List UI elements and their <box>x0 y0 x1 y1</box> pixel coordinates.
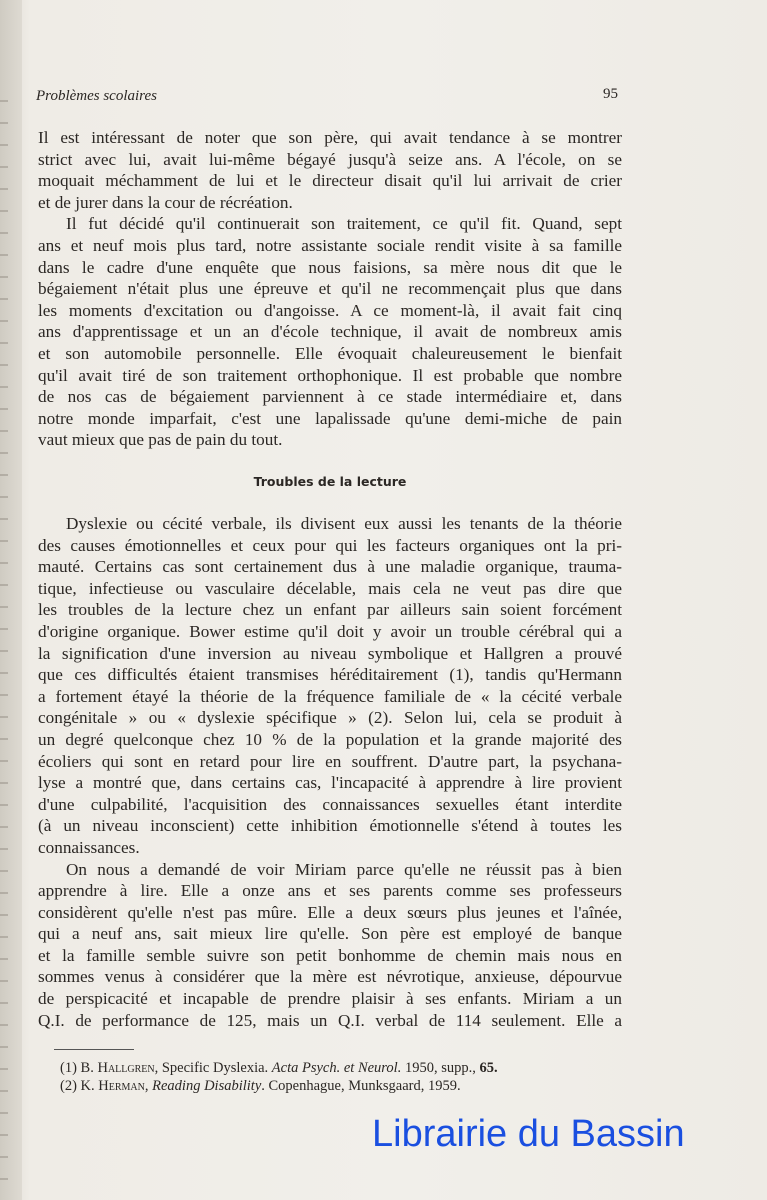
previous-page-text-fragment <box>0 980 8 982</box>
text-line: des causes émotionnelles et ceux pour qui les facteurs organiques ont la pri- <box>38 535 622 555</box>
footnote-bold: 65. <box>479 1060 498 1076</box>
previous-page-text-fragment <box>0 1068 8 1070</box>
text-line: moquait méchamment de lui et le directeur disait qu'il lui arrivait de crier <box>38 171 622 191</box>
text-line: les troubles de la lecture chez un enfant par ailleurs sain soient forcément <box>38 600 622 620</box>
footnote-rest: 1950, supp., <box>401 1060 480 1076</box>
body-text-lower <box>38 513 622 1031</box>
footnote-title: , Specific Dyslexia. <box>154 1060 272 1076</box>
previous-page-text-fragment <box>0 210 8 212</box>
footnote-journal: Acta Psych. et Neurol. <box>271 1060 402 1076</box>
footnote-journal: Reading Disability <box>152 1077 262 1094</box>
footnote-author: Herman <box>98 1077 145 1094</box>
previous-page-text-fragment <box>0 870 8 872</box>
footnote-rule <box>54 1049 134 1050</box>
previous-page-text-fragment <box>0 540 8 542</box>
previous-page-text-fragment <box>0 562 8 564</box>
previous-page-text-fragment <box>0 364 8 366</box>
previous-page-text-fragment <box>0 320 8 322</box>
previous-page-text-fragment <box>0 782 8 784</box>
text-line: la signification d'une inversion au niveau symbolique et Hallgren a prouvé <box>38 643 622 663</box>
text-line: Il fut décidé qu'il continuerait son traitement, ce qu'il fit. Quand, sept <box>66 214 622 234</box>
running-title: Problèmes scolaires <box>36 88 157 104</box>
text-line: considèrent qu'elle n'est pas mûre. Elle a deux sœurs plus jeunes et l'aînée, <box>38 902 622 922</box>
text-line: bégaiement n'était plus une épreuve et qu'il ne recommençait plus que dans <box>38 279 622 299</box>
previous-page-text-fragment <box>0 232 8 234</box>
previous-page-text-fragment <box>0 1134 8 1136</box>
text-line: Il est intéressant de noter que son père, qui avait tendance à se montrer <box>38 128 622 147</box>
footnote-rest: . Copenhague, Munksgaard, 1959. <box>261 1077 461 1094</box>
previous-page-text-fragment <box>0 1090 8 1092</box>
previous-page-text-fragment <box>0 1046 8 1048</box>
text-line: a fortement étayé la théorie de la fréquence familiale de « la cécité verbale <box>38 686 622 706</box>
text-line: qui a neuf ans, sait mieux lire qu'elle. Son père est employé de banque <box>38 924 622 944</box>
previous-page-text-fragment <box>0 1024 8 1026</box>
previous-page-text-fragment <box>0 760 8 762</box>
text-line: On nous a demandé de voir Miriam parce qu'elle ne réussit pas à bien <box>66 859 622 879</box>
footnote-num: (2) <box>60 1077 77 1094</box>
footnote-title: , <box>144 1077 153 1094</box>
previous-page-text-fragment <box>0 958 8 960</box>
previous-page-text-fragment <box>0 672 8 674</box>
previous-page-text-fragment <box>0 804 8 806</box>
previous-page-text-fragment <box>0 1178 8 1180</box>
footnote-author: Hallgren <box>97 1060 155 1076</box>
page-number: 95 <box>603 86 618 102</box>
previous-page-text-fragment <box>0 254 8 256</box>
previous-page-text-fragment <box>0 298 8 300</box>
text-line: Q.I. de performance de 125, mais un Q.I. verbal de 114 seulement. Elle a <box>38 1010 622 1030</box>
previous-page-text-fragment <box>0 144 8 146</box>
text-line: de perspicacité et incapable de prendre plaisir à ses enfants. Miriam a un <box>38 989 622 1009</box>
previous-page-text-fragment <box>0 1002 8 1004</box>
previous-page-text-fragment <box>0 826 8 828</box>
previous-page-text-fragment <box>0 606 8 608</box>
text-line: apprendre à lire. Elle a onze ans et ses parents comme ses professeurs <box>38 881 622 901</box>
paragraph <box>38 513 622 859</box>
footnote-initial: K. <box>80 1077 95 1094</box>
previous-page-text-fragment <box>0 166 8 168</box>
text-line: d'une culpabilité, l'acquisition des connaissances sexuelles étant interdite <box>38 794 622 814</box>
text-line: qu'il avait tiré de son traitement orthophonique. Il est probable que nombre <box>38 365 622 385</box>
previous-page-text-fragment <box>0 650 8 652</box>
footnote-initial: B. <box>80 1060 94 1076</box>
text-line: écoliers qui sont en retard pour lire en souffrent. D'autre part, la psychana- <box>38 751 622 771</box>
previous-page-text-fragment <box>0 518 8 520</box>
watermark: Librairie du Bassin <box>372 1113 685 1155</box>
previous-page-text-fragment <box>0 936 8 938</box>
previous-page-text-fragment <box>0 694 8 696</box>
section-heading: Troubles de la lecture <box>253 474 407 489</box>
text-line: les moments d'excitation ou d'angoisse. A ce moment-là, il avait fait cinq <box>38 300 622 320</box>
text-line: que ces difficultés étaient transmises héréditairement (1), tandis qu'Hermann <box>38 665 622 685</box>
previous-page-text-fragment <box>0 892 8 894</box>
text-line: connaissances. <box>38 837 140 857</box>
text-line: lyse a montré que, dans certains cas, l'incapacité à apprendre à lire provient <box>38 773 622 793</box>
footnotes <box>60 1060 498 1095</box>
previous-page-text-fragment <box>0 738 8 740</box>
text-line: mauté. Certains cas sont certainement dus à une maladie organique, trauma- <box>38 557 622 577</box>
previous-page-text-fragment <box>0 342 8 344</box>
text-line: sommes venus à considérer que la mère est névrotique, anxieuse, dépourvue <box>38 967 622 987</box>
previous-page-text-fragment <box>0 628 8 630</box>
body-text-upper <box>38 127 622 451</box>
footnote <box>60 1060 498 1078</box>
text-line: ans et neuf mois plus tard, notre assistante sociale rendit visite à sa famille <box>38 235 622 255</box>
paragraph <box>38 859 622 1032</box>
previous-page-text-fragment <box>0 408 8 410</box>
previous-page-text-fragment <box>0 1156 8 1158</box>
text-line: congénitale » ou « dyslexie spécifique » (2). Selon lui, cela se produit à <box>38 708 622 728</box>
text-line: notre monde imparfait, c'est une lapalissade qu'une demi-miche de pain <box>38 408 622 428</box>
footnote <box>60 1078 498 1096</box>
text-line: vaut mieux que pas de pain du tout. <box>38 430 283 450</box>
previous-page-text-fragment <box>0 100 8 102</box>
text-line: et son automobile personnelle. Elle évoquait chaleureusement le bienfait <box>38 343 622 363</box>
previous-page-text-fragment <box>0 496 8 498</box>
text-line: un degré quelconque chez 10 % de la population et la grande majorité des <box>38 729 622 749</box>
previous-page-text-fragment <box>0 276 8 278</box>
text-line: ans d'apprentissage et un an d'école technique, il avait de nombreux amis <box>38 322 622 342</box>
text-line: tique, infectieuse ou vasculaire décelable, mais cela ne veut pas dire que <box>38 578 622 598</box>
text-line: de nos cas de bégaiement parviennent à ce stade intermédiaire et, dans <box>38 387 622 407</box>
paragraph <box>38 213 622 451</box>
text-line: strict avec lui, avait lui-même bégayé jusqu'à seize ans. A l'école, on se <box>38 149 622 169</box>
text-line: et la famille semble suivre son petit bonhomme de chemin mais nous en <box>38 945 622 965</box>
previous-page-text-fragment <box>0 584 8 586</box>
paragraph <box>38 127 622 213</box>
previous-page-text-fragment <box>0 122 8 124</box>
text-line: dans le cadre d'une enquête que nous faisions, sa mère nous dit que le <box>38 257 622 277</box>
text-line: Dyslexie ou cécité verbale, ils divisent eux aussi les tenants de la théorie <box>66 514 622 533</box>
previous-page-text-fragment <box>0 386 8 388</box>
footnote-num: (1) <box>60 1060 77 1076</box>
previous-page-text-fragment <box>0 452 8 454</box>
previous-page-text-fragment <box>0 1112 8 1114</box>
text-line: et de jurer dans la cour de récréation. <box>38 192 293 212</box>
previous-page-edge <box>0 0 22 1200</box>
text-line: d'origine organique. Bower estime qu'il doit y avoir un trouble cérébral qui a <box>38 621 622 641</box>
previous-page-text-fragment <box>0 430 8 432</box>
text-line: (à un niveau inconscient) cette inhibition émotionnelle s'étend à toutes les <box>38 816 622 836</box>
previous-page-text-fragment <box>0 914 8 916</box>
previous-page-text-fragment <box>0 848 8 850</box>
previous-page-text-fragment <box>0 188 8 190</box>
previous-page-text-fragment <box>0 716 8 718</box>
